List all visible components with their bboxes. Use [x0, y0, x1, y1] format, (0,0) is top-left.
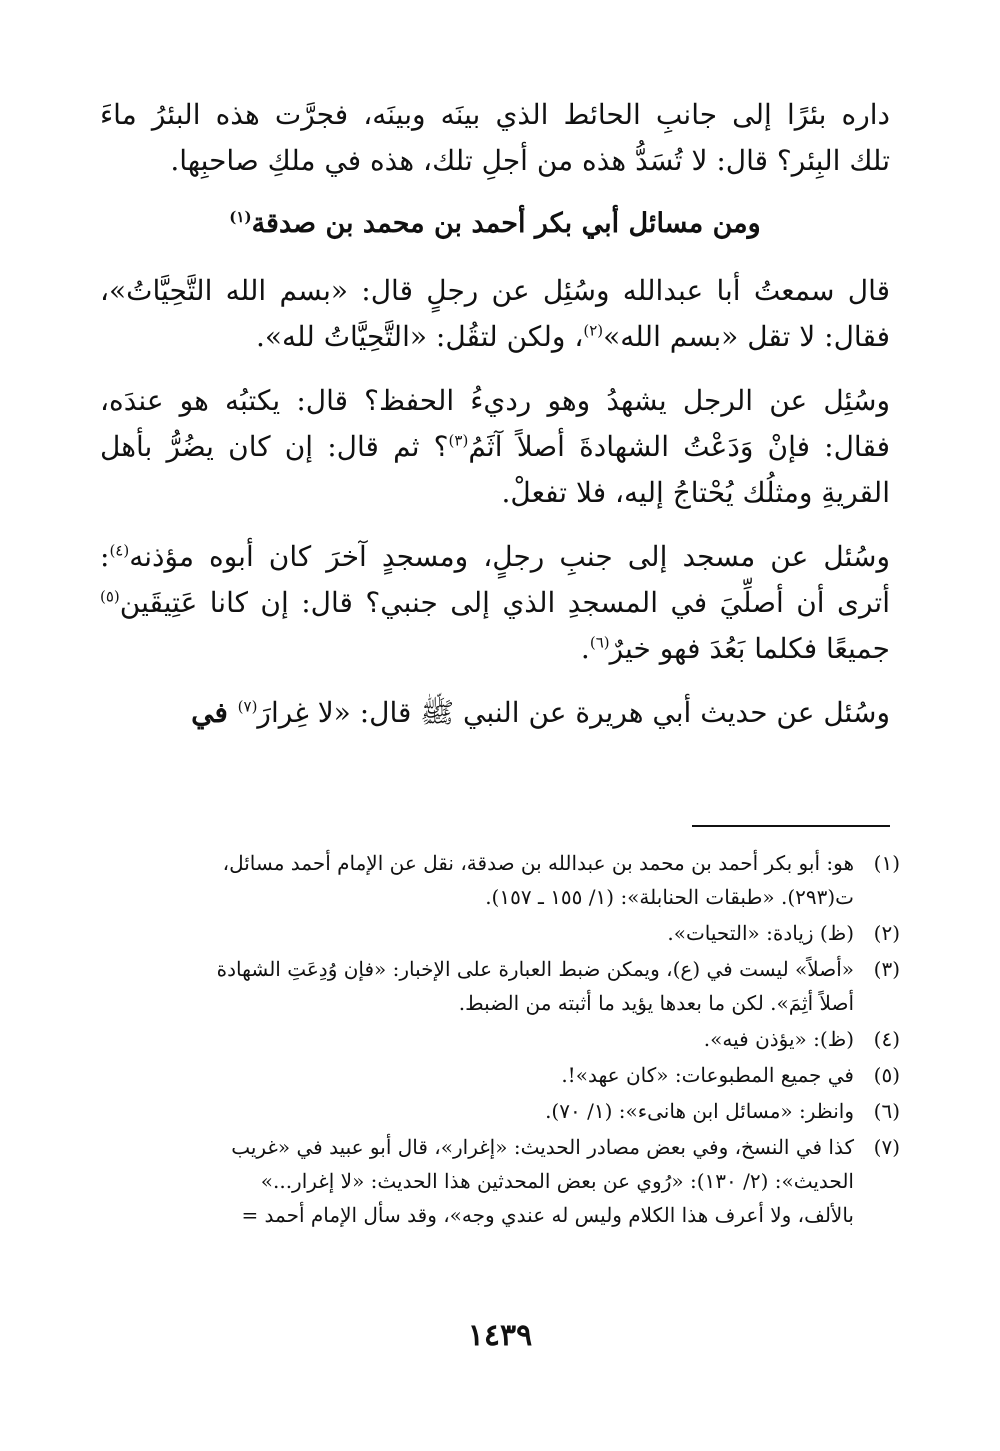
footnote-line: الحديث»: (٢/ ١٣٠): «رُوي عن بعض المحدثين هذا الحديث: «لا إغرار...» — [260, 1169, 854, 1193]
text-line — [100, 626, 890, 672]
intro-paragraph — [100, 92, 890, 184]
footnote-number: (٥) — [873, 1063, 900, 1087]
text-segment: وسُئل عن حديث أبي هريرة عن النبي ﷺ قال: «لا غِرارَ — [257, 696, 890, 729]
text-line: داره بئرًا إلى جانبِ الحائط الذي بينَه وبينَه، فجرَّت هذه البئرُ ماءَ — [100, 98, 890, 131]
footnote — [110, 1094, 900, 1128]
text-line — [100, 424, 890, 470]
text-segment: في — [191, 696, 238, 729]
footnote — [110, 1130, 900, 1232]
footnote-line: كذا في النسخ، وفي بعض مصادر الحديث: «إغرار»، قال أبو عبيد في «غريب — [231, 1135, 854, 1159]
footnote-body — [110, 916, 854, 950]
footnote — [110, 1022, 900, 1056]
footnote-line: أصلاً أثِمَ». لكن ما بعدها يؤيد ما أثبته من الضبط. — [458, 991, 854, 1015]
footnote-body — [110, 1058, 854, 1092]
text-line — [100, 690, 890, 736]
footnote — [110, 1058, 900, 1092]
footnote-body — [110, 952, 854, 1020]
section-heading — [100, 202, 890, 246]
text-segment: ؟ ثم قال: إن كان يضُرُّ بأهل — [100, 430, 449, 463]
footnote-body — [110, 1022, 854, 1056]
footnote-number: (٧) — [873, 1135, 900, 1159]
paragraph-mosque — [100, 534, 890, 672]
text-segment: فقال: لا تقل «بسم الله» — [603, 320, 890, 353]
footnote — [110, 916, 900, 950]
paragraph-tahiyyat — [100, 268, 890, 360]
footnote-number: (١) — [873, 851, 900, 875]
footnote — [110, 846, 900, 914]
text-line: تلك البِئر؟ قال: لا تُسَدُّ هذه من أجلِ تلك، هذه في ملكِ صاحبِها. — [170, 144, 890, 177]
text-line — [100, 580, 890, 626]
page-number: ١٤٣٩ — [467, 1318, 533, 1353]
footnote-line: في جميع المطبوعات: «كان عهد»!. — [561, 1063, 854, 1087]
footnote-line: وانظر: «مسائل ابن هانىء»: (١/ ٧٠). — [545, 1099, 854, 1123]
footnote-marker: (٥) — [100, 587, 120, 606]
footnote-body — [110, 846, 854, 914]
text-segment: . — [580, 632, 590, 665]
text-line: قال سمعتُ أبا عبدالله وسُئِل عن رجلٍ قال: «بسم الله التَّحِيَّاتُ»، — [100, 274, 890, 307]
footnote-line: (ظ) زيادة: «التحيات». — [667, 921, 854, 945]
footnote-number: (٤) — [873, 1027, 900, 1051]
footnote-body — [110, 1094, 854, 1128]
footnote-line: بالألف، ولا أعرف هذا الكلام وليس له عندي وجه»، وقد سأل الإمام أحمد = — [241, 1203, 854, 1227]
text-segment: أترى أن أصلِّيَ في المسجدِ الذي إلى جنبي؟ قال: إن كانا عَتِيقَين — [119, 586, 890, 619]
text-line — [100, 314, 890, 360]
footnote-number: (٢) — [873, 921, 900, 945]
text-segment: وسُئل عن مسجد إلى جنبِ رجلٍ، ومسجدٍ آخرَ كان أبوه مؤذنه — [129, 540, 890, 573]
footnote-line: هو: أبو بكر أحمد بن محمد بن عبدالله بن صدقة، نقل عن الإمام أحمد مسائل، — [222, 851, 854, 875]
text-segment: ، ولكن لتقُل: «التَّحِيَّاتُ لله». — [255, 320, 584, 353]
paragraph-hadith — [100, 690, 890, 736]
footnote-separator — [692, 825, 890, 827]
footnote-number: (٦) — [873, 1099, 900, 1123]
text-line: القريةِ ومثلُك يُحْتاجُ إليه، فلا تفعلْ. — [501, 476, 890, 509]
section-heading-text: ومن مسائل أبي بكر أحمد بن محمد بن صدقة — [251, 208, 761, 239]
text-line: وسُئِل عن الرجل يشهدُ وهو رديءُ الحفظ؟ قال: يكتبُه هو عندَه، — [100, 384, 890, 417]
text-segment: : — [100, 540, 110, 573]
footnote-line: (ظ): «يؤذن فيه». — [703, 1027, 854, 1051]
footnote-marker: (٦) — [589, 633, 610, 652]
footnote-marker: (٧) — [237, 697, 258, 716]
footnote-marker: (٤) — [109, 541, 130, 560]
footnote — [110, 952, 900, 1020]
main-text — [100, 92, 890, 754]
footnote-line: ت(٢٩٣). «طبقات الحنابلة»: (١/ ١٥٥ ـ ١٥٧). — [485, 885, 854, 909]
footnotes — [110, 846, 900, 1234]
text-segment: فقال: فإنْ وَدَعْتُ الشهادةَ أصلاً آثَمُ — [468, 430, 890, 463]
footnote-marker: (١) — [229, 208, 252, 226]
text-segment: جميعًا فكلما بَعُدَ فهو خيرٌ — [609, 632, 890, 665]
text-line — [100, 534, 890, 580]
footnote-line: «أصلاً» ليست في (ع)، ويمكن ضبط العبارة على الإخبار: «فإن وُدِعَتِ الشهادة — [216, 957, 854, 981]
footnote-marker: (٢) — [583, 321, 604, 340]
footnote-body — [110, 1130, 854, 1232]
footnote-marker: (٣) — [448, 431, 469, 450]
footnote-number: (٣) — [873, 957, 900, 981]
paragraph-witness — [100, 378, 890, 516]
